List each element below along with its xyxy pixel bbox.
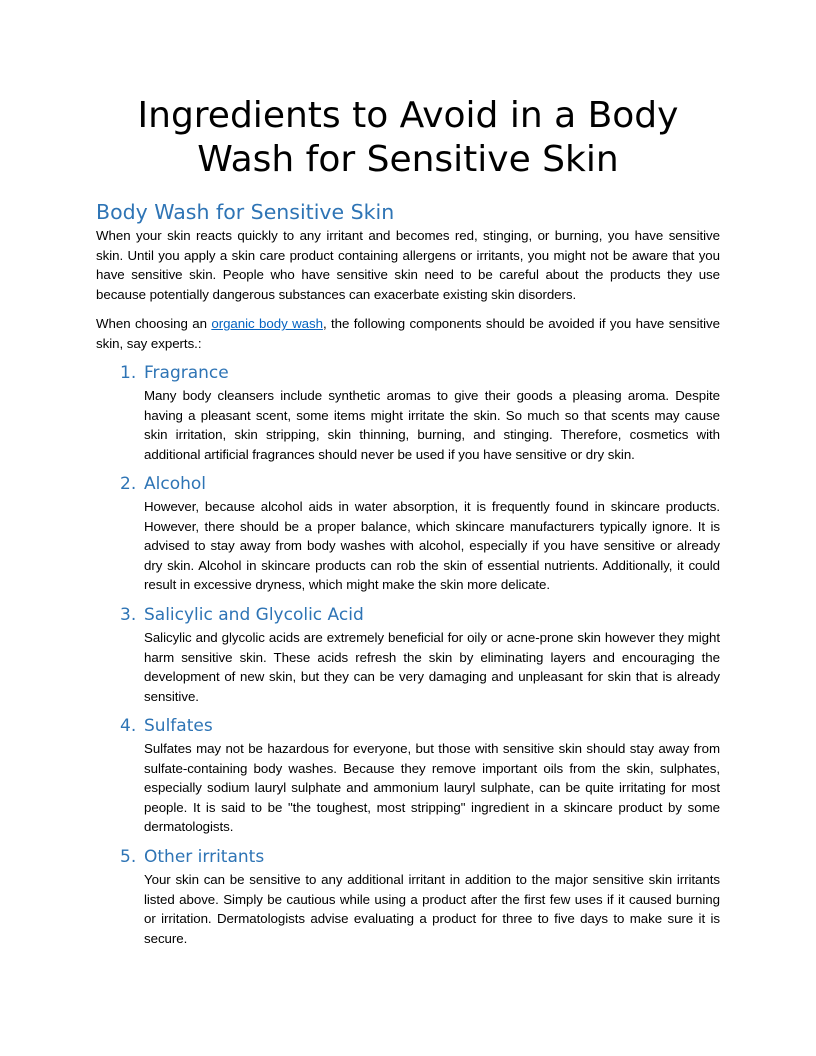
list-item-number: 2. — [120, 474, 137, 494]
list-item-text: However, because alcohol aids in water absorption, it is frequently found in skincare products. However, there should be a proper balance, which skincare manufacturers typically ignore. It is advised to stay away from body washes with alcohol, especially if you have sensitive or already dry skin. Alcohol in skincare products can rob the skin of essential nutrients. Additionally, it could result in excessive dryness, which might make the skin more delicate. — [144, 499, 720, 592]
list-item-number: 1. — [120, 363, 137, 383]
list-item-number: 4. — [120, 716, 137, 736]
list-item-heading — [96, 713, 720, 739]
organic-body-wash-link[interactable]: organic body wash — [211, 316, 323, 331]
list-item-number: 3. — [120, 605, 137, 625]
list-item-heading — [96, 471, 720, 497]
list-item-title: Sulfates — [144, 716, 213, 736]
list-item-text: Many body cleansers include synthetic aromas to give their goods a pleasing aroma. Despite having a pleasant scent, some items might irritate the skin. So much so that scents may cause skin irritation, skin stripping, skin thinning, burning, and stinging. Therefore, cosmetics with additional artificial fragrances should never be used if you have sensitive or dry skin. — [144, 388, 720, 462]
list-item-text: Sulfates may not be hazardous for everyone, but those with sensitive skin should stay away from sulfate-containing body washes. Because they remove important oils from the skin, sulphates, especially sodium lauryl sulphate and ammonium lauryl sulphate, can be quite irritating for most people. It is said to be "the toughest, most stripping" ingredient in a skincare product by some dermatologists. — [144, 741, 720, 834]
list-item-text: Your skin can be sensitive to any additional irritant in addition to the major sensitive skin irritants listed above. Simply be cautious while using a product after the first few uses if it caused burning or irritation. Dermatologists advise evaluating a product for three to five days to make sure it is secure. — [144, 872, 720, 946]
choosing-text-after: , the following components should be avoided if you have sensitive skin, say experts.: — [96, 316, 720, 351]
list-item-number: 5. — [120, 847, 137, 867]
list-item-title: Other irritants — [144, 847, 265, 867]
list-item-other-irritants — [96, 844, 720, 948]
list-item-heading — [96, 360, 720, 386]
list-item-alcohol — [96, 471, 720, 595]
list-item-title: Fragrance — [144, 363, 229, 383]
intro-paragraph: When your skin reacts quickly to any irritant and becomes red, stinging, or burning, you have sensitive skin. Until you apply a skin care product containing allergens or irritants, you might not be aware that you have sensitive skin. People who have sensitive skin need to be careful about the products they use because potentially dangerous substances can exacerbate existing skin disorders. — [96, 228, 720, 302]
list-item-heading — [96, 844, 720, 870]
list-item-sulfates — [96, 713, 720, 837]
list-item-heading — [96, 602, 720, 628]
section-heading: Body Wash for Sensitive Skin — [96, 200, 395, 224]
list-item-title: Alcohol — [144, 474, 206, 494]
choosing-text-before: When choosing an — [96, 316, 212, 331]
choosing-paragraph — [96, 314, 720, 353]
list-item-title: Salicylic and Glycolic Acid — [144, 605, 364, 625]
list-item-text: Salicylic and glycolic acids are extremely beneficial for oily or acne-prone skin however they might harm sensitive skin. These acids refresh the skin by eliminating layers and encouraging the development of new skin, but they can be very damaging and unpleasant for skin that is already sensitive. — [144, 630, 720, 704]
document-title: Ingredients to Avoid in a Body Wash for Sensitive Skin — [137, 95, 679, 180]
list-item-acids — [96, 602, 720, 706]
list-item-fragrance — [96, 360, 720, 464]
